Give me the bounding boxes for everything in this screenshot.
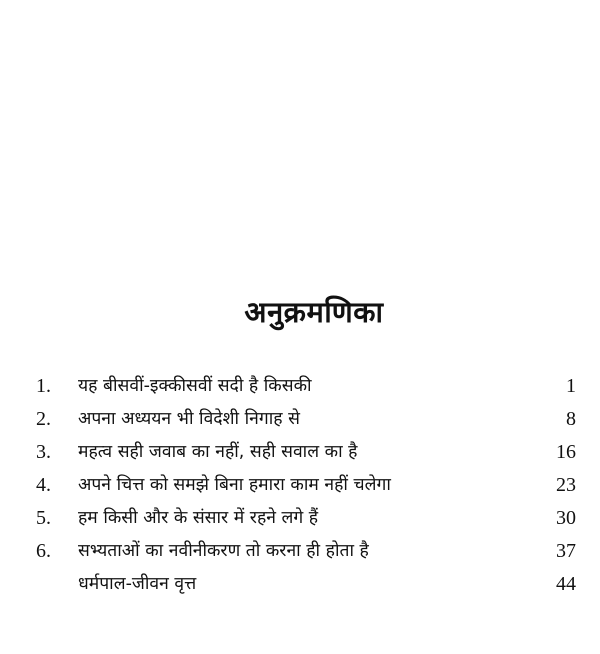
toc-number: 6. [36,540,51,562]
toc-page-number: 16 [556,441,576,463]
toc-row [0,436,600,469]
table-of-contents [0,370,600,601]
toc-row [0,568,600,601]
toc-row [0,469,600,502]
toc-number: 4. [36,474,51,496]
toc-page-number: 1 [566,375,576,397]
toc-number: 3. [36,441,51,463]
toc-row [0,535,600,568]
toc-chapter-title: यह बीसवीं-इक्कीसवीं सदी है किसकी [78,376,312,396]
toc-page-number: 30 [556,507,576,529]
toc-row [0,370,600,403]
toc-row [0,403,600,436]
toc-page-number: 37 [556,540,576,562]
toc-number: 1. [36,375,51,397]
toc-chapter-title: हम किसी और के संसार में रहने लगे हैं [78,508,319,528]
toc-chapter-title: अपना अध्ययन भी विदेशी निगाह से [78,409,300,429]
page-title: अनुक्रमणिका [244,295,384,329]
toc-chapter-title: सभ्यताओं का नवीनीकरण तो करना ही होता है [78,541,369,561]
toc-chapter-title: महत्व सही जवाब का नहीं, सही सवाल का है [78,442,358,462]
toc-page-number: 8 [566,408,576,430]
toc-row [0,502,600,535]
toc-page-number: 23 [556,474,576,496]
toc-number: 2. [36,408,51,430]
toc-number: 5. [36,507,51,529]
toc-page-number: 44 [556,573,576,595]
toc-chapter-title: अपने चित्त को समझे बिना हमारा काम नहीं चलेगा [78,475,391,495]
toc-chapter-title: धर्मपाल-जीवन वृत्त [78,574,197,594]
